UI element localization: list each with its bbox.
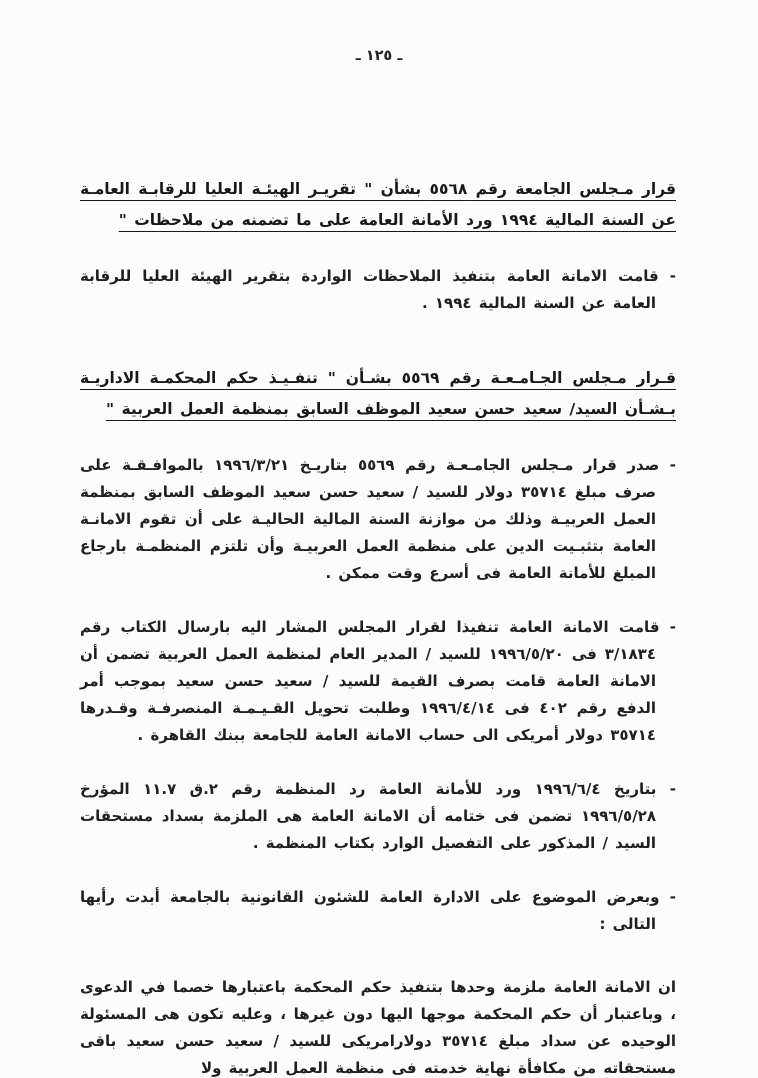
decision-5568-paragraph: - قامت الامانة العامة بتنفيذ الملاحظات الواردة بتقرير الهيئة العليا للرقابة العامة عن السنة المالية ١٩٩٤ . <box>80 267 676 312</box>
legal-opinion-paragraph: ان الامانة العامة ملزمة وحدها بتنفيذ حكم المحكمة باعتبارها خصما في الدعوى ، وباعتبار أن حكم المحكمة موجها اليها دون غيرها ، وعليه تكون هى المسئولة الوحيده عن سداد مبلغ ٣٥٧١٤ دولارامريكى للسيد / سعيد حسن سعيد باقى مستحقاته من مكافأة نهاية خدمته فى منظمة العمل العربية ولا <box>80 978 676 1077</box>
decision-5569-paragraph-letter: - قامت الامانة العامة تنفيذا لقرار المجلس المشار اليه بارسال الكتاب رقم ٣/١٨٣٤ فى ١٩٩٦/٥/٢٠ للسيد / المدير العام لمنظمة العمل العربية تضمن أن الامانة العامة قامت بصرف القيمة للسيد / سعيد حسن سعيد بموجب أمر الدفع رقم ٤٠٢ فى ١٩٩٦/٤/١٤ وطلبت تحويل القـيـمـة المنصرفـة وقـدرها ٣٥٧١٤ دولار أمريكى الى حساب الامانة العامة للجامعة ببنك القاهرة . <box>80 618 676 744</box>
decision-5569-paragraph-legal-referral: - وبعرض الموضوع على الادارة العامة للشئون القانونية بالجامعة أبدت رأيها التالى : <box>80 888 676 933</box>
page-number: ـ ١٢٥ ـ <box>355 48 403 64</box>
decision-5569-heading: قـرار مـجلس الجـامـعـة رقم ٥٥٦٩ بشـأن " تنفـيـذ حكم المحكمـة الاداريـة بـشـأن السيد/ سعيد حسن سعيد الموظف السابق بمنظمة العمل العربية " <box>80 369 676 418</box>
decision-5569-paragraph-issuance: - صدر قرار مـجلس الجامـعـة رقم ٥٥٦٩ بتاريـخ ١٩٩٦/٣/٢١ بالموافـقـة على صرف مبلغ ٣٥٧١٤ دولار للسيد / سعيد حسن سعيد الموظف السابق بمنظمة العمل العربيـة وذلك من موازنة السنة المالية الحاليـة على أن تقوم الامانـة العامة بتثبـيت الدين على منظمة العمل العربيـة وأن تلتزم المنظمـة بارجاع المبلغ للأمانة العامة فى أسرع وقت ممكن . <box>80 456 676 582</box>
document-body <box>0 174 758 1078</box>
decision-5568-heading: قرار مـجلس الجامعة رقم ٥٥٦٨ بشأن " تقريـر الهيئـة العليا للرقابـة العامـة عن السنة المالية ١٩٩٤ ورد الأمانة العامة على ما تضمنه من ملاحظات " <box>80 180 676 229</box>
decision-5569-paragraph-reply: - بتاريخ ١٩٩٦/٦/٤ ورد للأمانة العامة رد المنظمة رقم ٢.ق ١١.٧ المؤرخ ١٩٩٦/٥/٢٨ تضمن فى ختامه أن الامانة العامة هى الملزمة بسداد مستحقات السيد / المذكور على التفصيل الوارد بكتاب المنظمة . <box>80 780 676 852</box>
